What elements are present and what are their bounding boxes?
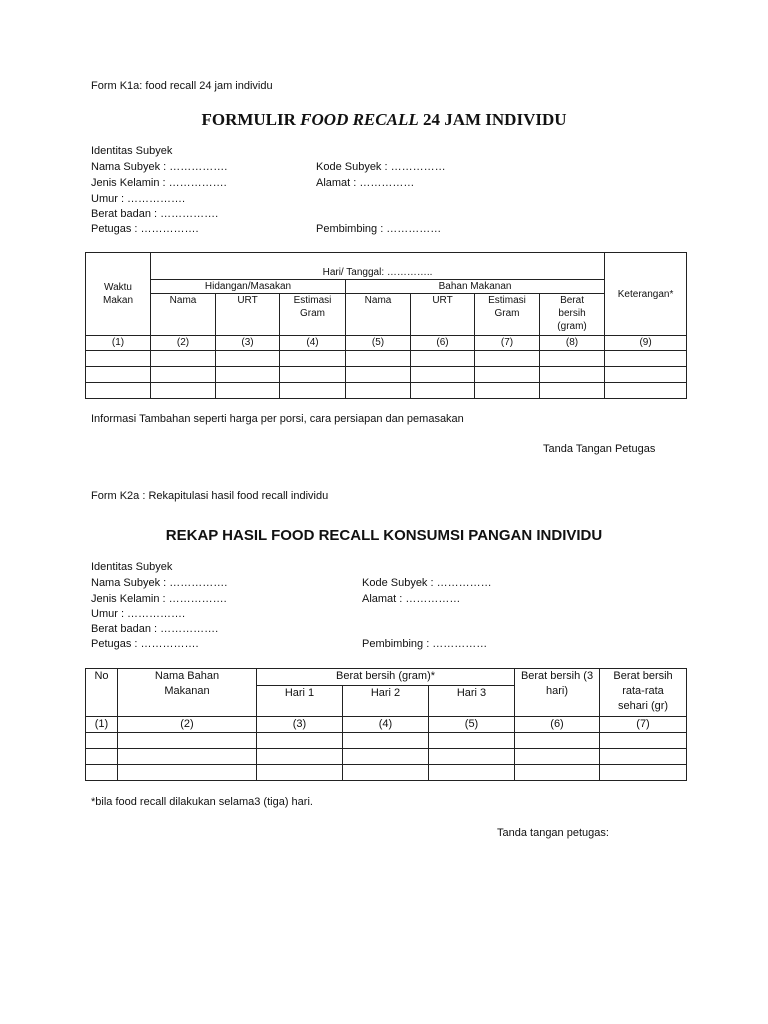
- k2a-umur: Umur : …………….: [91, 608, 186, 620]
- table-cell[interactable]: [151, 383, 216, 399]
- table-cell[interactable]: [280, 351, 346, 367]
- table-cell[interactable]: [475, 383, 540, 399]
- k1a-kode-subyek: Kode Subyek : ……………: [316, 161, 446, 173]
- table-cell[interactable]: [515, 733, 600, 749]
- col-number: (7): [600, 717, 687, 733]
- k1a-pembimbing: Pembimbing : ……………: [316, 223, 442, 235]
- header-bahan-berat-bersih: Berat bersih (gram): [540, 294, 605, 336]
- table-cell[interactable]: [605, 367, 687, 383]
- table-cell[interactable]: [411, 367, 475, 383]
- k1a-nama-subyek: Nama Subyek : …………….: [91, 161, 228, 173]
- table-cell[interactable]: [475, 351, 540, 367]
- table-cell[interactable]: [429, 733, 515, 749]
- k1a-berat-badan: Berat badan : …………….: [91, 208, 219, 220]
- k1a-title-part3: 24 JAM INDIVIDU: [418, 110, 567, 129]
- k2a-berat-badan: Berat badan : …………….: [91, 623, 219, 635]
- table-cell[interactable]: [257, 733, 343, 749]
- form-k2a-label: Form K2a : Rekapitulasi hasil food recall individu: [91, 490, 329, 502]
- k2a-identity-heading: Identitas Subyek: [91, 561, 173, 573]
- header-bahan-urt: URT: [411, 294, 475, 336]
- header-keterangan: Keterangan*: [605, 253, 687, 336]
- header-bahan-makanan: Bahan Makanan: [346, 280, 605, 294]
- col-number: (4): [343, 717, 429, 733]
- header-hari-3: Hari 3: [429, 686, 515, 717]
- table-cell[interactable]: [118, 733, 257, 749]
- table-row: [86, 733, 687, 749]
- table-cell[interactable]: [600, 749, 687, 765]
- k2a-nama-subyek: Nama Subyek : …………….: [91, 577, 228, 589]
- k2a-alamat: Alamat : ……………: [362, 593, 461, 605]
- form-k1a-label: Form K1a: food recall 24 jam individu: [91, 80, 273, 92]
- table-cell[interactable]: [343, 733, 429, 749]
- table-cell[interactable]: [429, 749, 515, 765]
- col-number: (4): [280, 336, 346, 351]
- col-number: (6): [411, 336, 475, 351]
- col-number: (6): [515, 717, 600, 733]
- table-cell[interactable]: [216, 383, 280, 399]
- table-cell[interactable]: [118, 765, 257, 781]
- header-hidangan-nama: Nama: [151, 294, 216, 336]
- header-nama-bahan: Nama Bahan Makanan: [118, 669, 257, 717]
- table-cell[interactable]: [605, 351, 687, 367]
- table-cell[interactable]: [605, 383, 687, 399]
- table-cell[interactable]: [216, 351, 280, 367]
- table-cell[interactable]: [151, 367, 216, 383]
- col-number: (2): [151, 336, 216, 351]
- table-cell[interactable]: [515, 749, 600, 765]
- header-hari-2: Hari 2: [343, 686, 429, 717]
- k1a-signature-label: Tanda Tangan Petugas: [543, 443, 656, 455]
- k2a-petugas: Petugas : …………….: [91, 638, 199, 650]
- col-number: (3): [216, 336, 280, 351]
- table-cell[interactable]: [540, 367, 605, 383]
- k1a-identity-heading: Identitas Subyek: [91, 145, 173, 157]
- header-bahan-estimasi: Estimasi Gram: [475, 294, 540, 336]
- table-cell[interactable]: [257, 749, 343, 765]
- table-cell[interactable]: [86, 351, 151, 367]
- header-bahan-nama: Nama: [346, 294, 411, 336]
- table-cell[interactable]: [475, 367, 540, 383]
- table-row: [86, 367, 687, 383]
- table-cell[interactable]: [346, 351, 411, 367]
- k1a-jenis-kelamin: Jenis Kelamin : …………….: [91, 177, 227, 189]
- table-cell[interactable]: [280, 367, 346, 383]
- table-cell[interactable]: [346, 367, 411, 383]
- table-row: [86, 749, 687, 765]
- k2a-pembimbing: Pembimbing : ……………: [362, 638, 488, 650]
- table-cell[interactable]: [216, 367, 280, 383]
- col-number: (2): [118, 717, 257, 733]
- col-number: (5): [346, 336, 411, 351]
- k1a-umur: Umur : …………….: [91, 193, 186, 205]
- table-cell[interactable]: [515, 765, 600, 781]
- table-row: [86, 383, 687, 399]
- table-cell[interactable]: [343, 749, 429, 765]
- k1a-petugas: Petugas : …………….: [91, 223, 199, 235]
- col-number: (1): [86, 717, 118, 733]
- table-cell[interactable]: [600, 733, 687, 749]
- k2a-kode-subyek: Kode Subyek : ……………: [362, 577, 492, 589]
- table-cell[interactable]: [540, 383, 605, 399]
- k2a-rekap-table: [85, 668, 687, 781]
- col-number: (9): [605, 336, 687, 351]
- k1a-title: [0, 110, 768, 130]
- header-waktu-makan: Waktu Makan: [86, 253, 151, 336]
- table-cell[interactable]: [411, 351, 475, 367]
- col-number: (7): [475, 336, 540, 351]
- k1a-recall-table: [85, 252, 687, 399]
- table-cell[interactable]: [86, 749, 118, 765]
- col-number: (3): [257, 717, 343, 733]
- k1a-alamat: Alamat : ……………: [316, 177, 415, 189]
- k1a-title-part1: FORMULIR: [201, 110, 301, 129]
- k2a-signature-label: Tanda tangan petugas:: [497, 827, 609, 839]
- table-cell[interactable]: [86, 383, 151, 399]
- table-cell[interactable]: [411, 383, 475, 399]
- table-cell[interactable]: [343, 765, 429, 781]
- k1a-info-tambahan: Informasi Tambahan seperti harga per porsi, cara persiapan dan pemasakan: [91, 413, 464, 425]
- header-hidangan: Hidangan/Masakan: [151, 280, 346, 294]
- header-berat-bersih-gram: Berat bersih (gram)*: [257, 669, 515, 686]
- table-row: [86, 351, 687, 367]
- header-hari-1: Hari 1: [257, 686, 343, 717]
- table-row: [86, 765, 687, 781]
- col-number: (1): [86, 336, 151, 351]
- header-berat-rata-rata: Berat bersih rata-rata sehari (gr): [600, 669, 687, 717]
- k2a-footnote: *bila food recall dilakukan selama3 (tiga) hari.: [91, 796, 313, 808]
- table-cell[interactable]: [429, 765, 515, 781]
- table-cell[interactable]: [86, 367, 151, 383]
- table-cell[interactable]: [86, 765, 118, 781]
- k2a-jenis-kelamin: Jenis Kelamin : …………….: [91, 593, 227, 605]
- table-cell[interactable]: [346, 383, 411, 399]
- table-cell[interactable]: [86, 733, 118, 749]
- table-cell[interactable]: [257, 765, 343, 781]
- col-number: (5): [429, 717, 515, 733]
- header-berat-3-hari: Berat bersih (3 hari): [515, 669, 600, 717]
- header-hidangan-estimasi: Estimasi Gram: [280, 294, 346, 336]
- table-cell[interactable]: [600, 765, 687, 781]
- k2a-title: REKAP HASIL FOOD RECALL KONSUMSI PANGAN INDIVIDU: [165, 527, 603, 544]
- table-cell[interactable]: [280, 383, 346, 399]
- header-no: No: [86, 669, 118, 717]
- col-number: (8): [540, 336, 605, 351]
- header-hari-tanggal: Hari/ Tanggal: …………..: [151, 253, 605, 280]
- table-cell[interactable]: [151, 351, 216, 367]
- header-hidangan-urt: URT: [216, 294, 280, 336]
- table-cell[interactable]: [118, 749, 257, 765]
- k1a-title-part2: FOOD RECALL: [300, 110, 419, 129]
- table-cell[interactable]: [540, 351, 605, 367]
